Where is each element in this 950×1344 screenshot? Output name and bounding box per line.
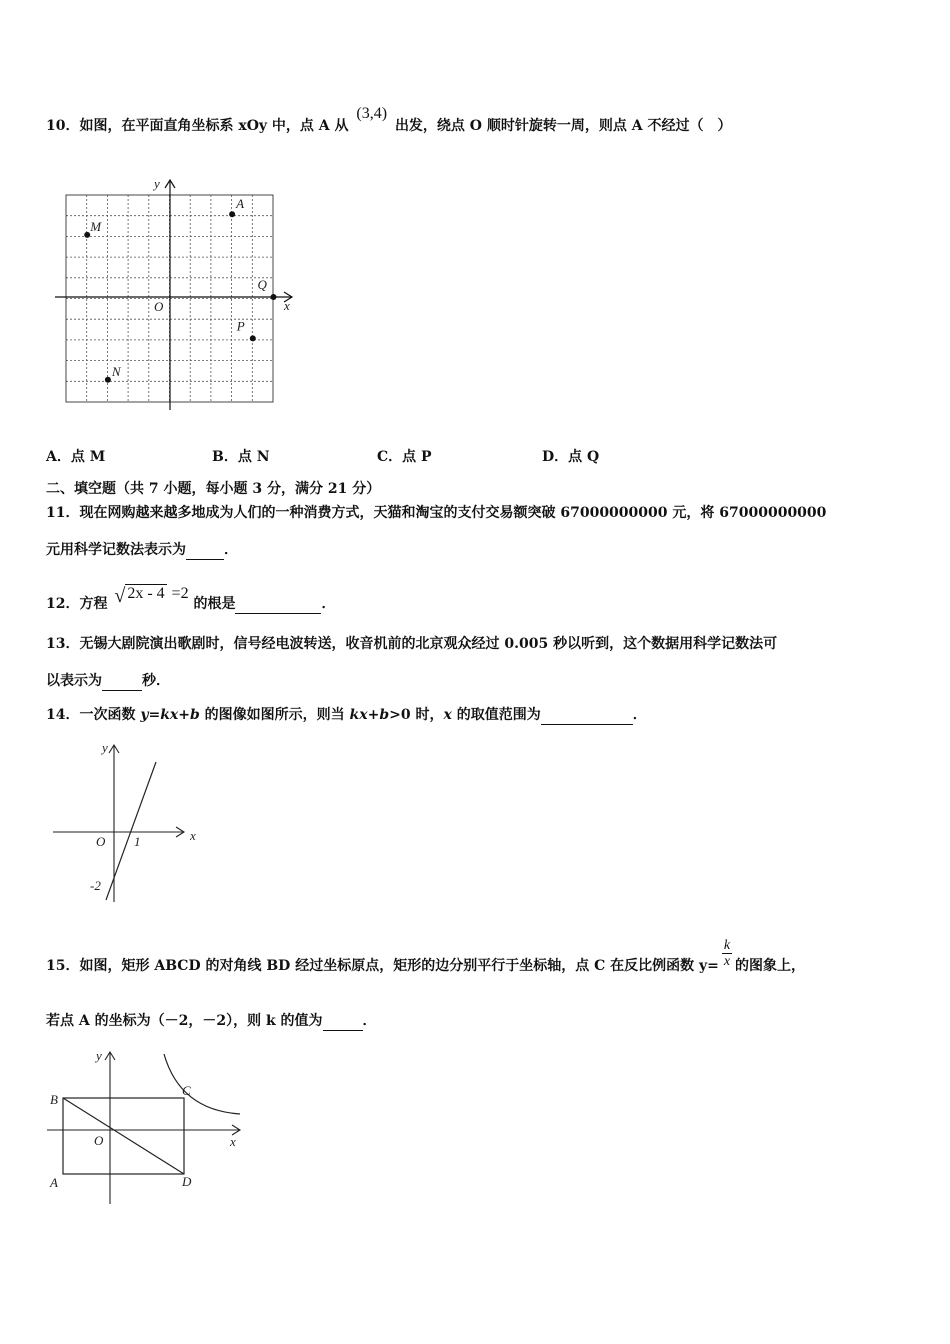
q14-line bbox=[46, 707, 647, 725]
q13-line2-prefix: 以表示为 bbox=[46, 673, 102, 689]
q12-suffix: 的根是 bbox=[193, 596, 236, 612]
q10-y-label: y bbox=[154, 176, 160, 191]
q10-choice-c[interactable]: C．点 P bbox=[377, 449, 432, 465]
q11-line2-prefix: 元用科学记数法表示为 bbox=[46, 542, 186, 558]
q13-line2 bbox=[46, 673, 170, 691]
q14-p1: 14．一次函数 bbox=[46, 707, 141, 723]
q14-function: y=kx+b bbox=[140, 707, 200, 723]
q11-answer-blank[interactable] bbox=[186, 542, 224, 560]
q14-x-intercept-label: 1 bbox=[134, 834, 141, 849]
q10-point-q bbox=[271, 294, 277, 300]
q10-coord: (3,4) bbox=[356, 105, 388, 122]
q10-origin-label: O bbox=[154, 299, 164, 314]
q10-point-a bbox=[229, 211, 235, 217]
q15-fraction-numerator: k bbox=[723, 938, 731, 953]
q10-text bbox=[46, 105, 732, 135]
q15-point-c-label: C bbox=[182, 1083, 191, 1098]
q15-line1 bbox=[46, 938, 806, 982]
q10-point-m-label: M bbox=[90, 218, 102, 234]
q12-equals: =2 bbox=[171, 585, 189, 602]
q13-answer-blank[interactable] bbox=[102, 673, 142, 691]
q10-choice-d[interactable]: D．点 Q bbox=[542, 449, 600, 465]
q12-line bbox=[46, 585, 336, 614]
section2-heading: 二、填空题（共 7 小题，每小题 3 分，满分 21 分） bbox=[46, 481, 381, 497]
q14-p2: 的图像如图所示，则当 bbox=[199, 707, 350, 723]
q15-point-a-label: A bbox=[50, 1175, 58, 1190]
q15-y-label: y bbox=[96, 1048, 102, 1063]
q12-prefix: 12．方程 bbox=[46, 596, 108, 612]
q10-x-label: x bbox=[284, 298, 290, 313]
q12-radicand: 2x - 4 bbox=[127, 585, 165, 602]
q15-point-b-label: B bbox=[50, 1092, 58, 1107]
q15-answer-blank[interactable] bbox=[323, 1013, 363, 1031]
q15-x-label: x bbox=[230, 1134, 236, 1149]
q14-answer-blank[interactable] bbox=[541, 707, 633, 725]
q10-points bbox=[84, 196, 276, 383]
q14-y-label: y bbox=[102, 740, 108, 755]
q11-line2-suffix: ． bbox=[224, 542, 238, 558]
q10-point-n bbox=[105, 377, 111, 383]
q15-fraction bbox=[722, 938, 732, 970]
q10-point-n-label: N bbox=[111, 363, 121, 379]
q14-origin-label: O bbox=[96, 834, 106, 849]
q12-end: ． bbox=[321, 596, 336, 612]
q10-point-a-label: A bbox=[236, 196, 245, 212]
q12-radical-sign: √ bbox=[114, 585, 126, 607]
q11-line1: 11．现在网购越来越多地成为人们的一种消费方式，天猫和淘宝的支付交易额突破 67000000000 元，将 67000000000 bbox=[46, 505, 827, 521]
q10-suffix: 出发，绕点 O 顺时针旋转一周，则点 A 不经过（ ） bbox=[394, 118, 732, 134]
q15-p2: 的图象上， bbox=[735, 957, 806, 974]
q14-p3: >0 时， bbox=[389, 707, 444, 723]
q13-line1: 13．无锡大剧院演出歌剧时，信号经电波转送，收音机前的北京观众经过 0.005 秒以听到，这个数据用科学记数法可 bbox=[46, 636, 778, 652]
q10-coordinate-figure bbox=[50, 170, 310, 420]
q14-x-label: x bbox=[190, 828, 196, 843]
q14-end: ． bbox=[632, 707, 647, 723]
q14-variable: x bbox=[443, 707, 452, 723]
q15-diagonal-bd bbox=[63, 1098, 184, 1174]
q12-answer-blank[interactable] bbox=[235, 596, 321, 614]
q15-line2 bbox=[46, 1013, 377, 1031]
q11-line2 bbox=[46, 542, 238, 560]
q15-line2-suffix: ． bbox=[362, 1013, 377, 1029]
q10-prefix: 10．如图，在平面直角坐标系 xOy 中，点 A 从 bbox=[46, 118, 349, 134]
q15-origin-label: O bbox=[94, 1133, 104, 1148]
q15-p1: 15．如图，矩形 ABCD 的对角线 BD 经过坐标原点，矩形的边分别平行于坐标轴，点 C 在反比例函数 y= bbox=[46, 957, 719, 974]
q13-line2-suffix: 秒． bbox=[142, 673, 170, 689]
q14-y-intercept-label: -2 bbox=[90, 878, 101, 893]
q15-hyperbola-curve bbox=[164, 1054, 240, 1114]
q14-line-graph-figure bbox=[48, 740, 208, 910]
q10-point-q-label: Q bbox=[257, 277, 267, 292]
q15-fraction-denominator: x bbox=[723, 954, 731, 970]
q15-rectangle-figure bbox=[44, 1046, 254, 1206]
q10-choice-b[interactable]: B．点 N bbox=[212, 449, 270, 465]
q14-inequality: kx+b bbox=[349, 707, 390, 723]
q15-line2-prefix: 若点 A 的坐标为（－2，－2），则 k 的值为 bbox=[46, 1013, 323, 1029]
q14-p4: 的取值范围为 bbox=[451, 707, 541, 723]
q15-point-d-label: D bbox=[182, 1174, 192, 1189]
q10-point-p bbox=[250, 335, 256, 341]
q10-point-p-label: P bbox=[236, 318, 245, 334]
q10-choice-a[interactable]: A．点 M bbox=[46, 449, 106, 465]
